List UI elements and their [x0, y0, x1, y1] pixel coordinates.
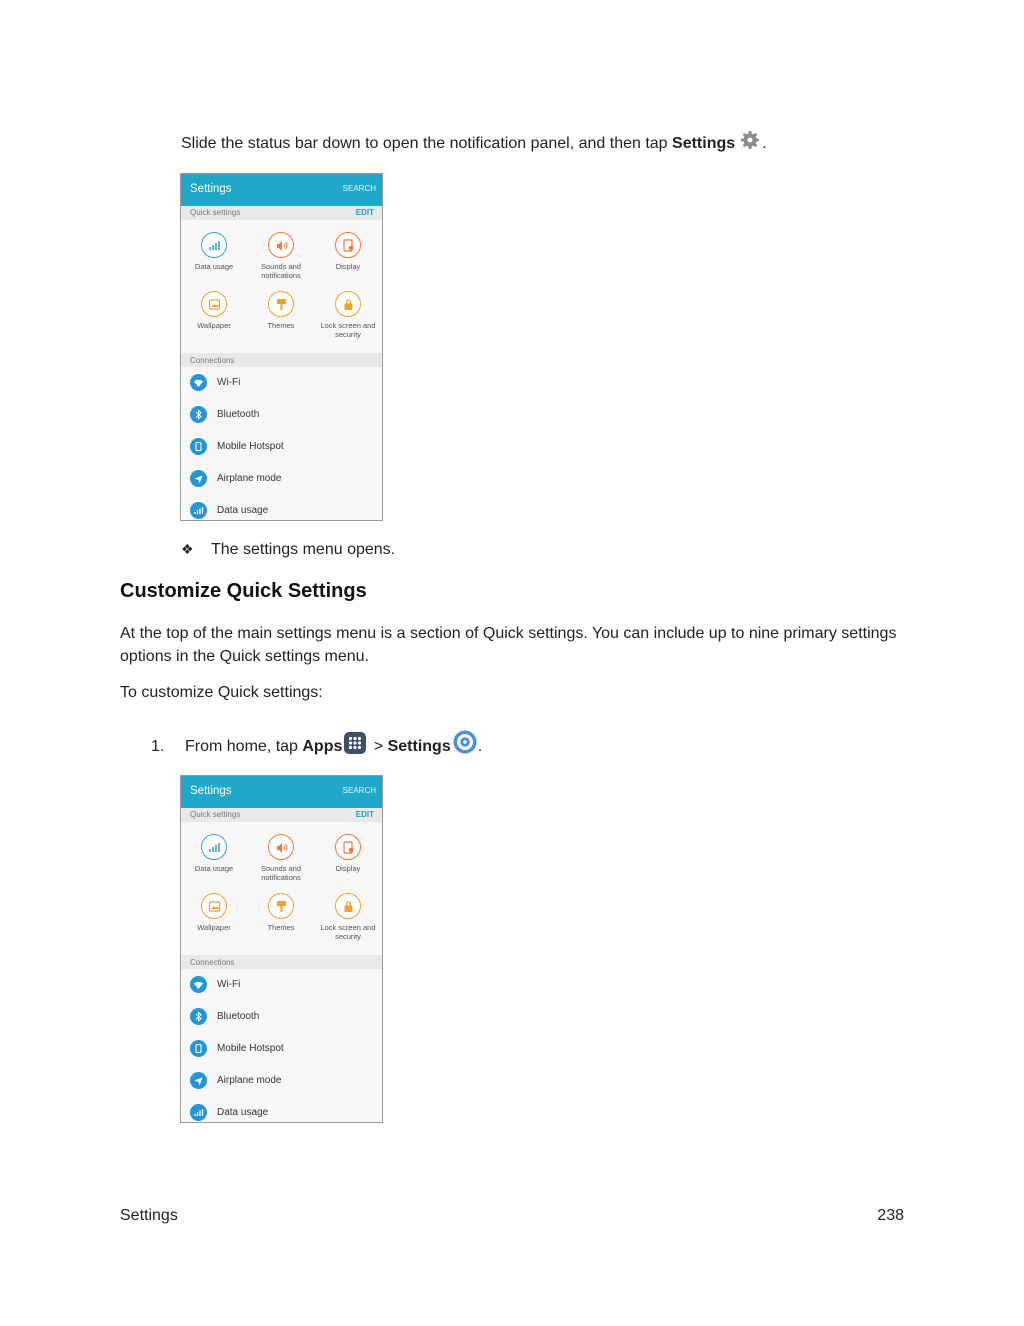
quick-setting-label: Data usage: [194, 864, 234, 873]
page-number: 238: [877, 1207, 904, 1224]
quick-settings-label: Quick settings: [190, 810, 241, 819]
connection-label: Data usage: [217, 1107, 269, 1118]
section-heading: Customize Quick Settings: [120, 580, 367, 602]
connection-icon: [190, 1008, 207, 1025]
quick-setting-item: [181, 834, 247, 873]
connection-item: [181, 1033, 382, 1065]
footer-section: Settings: [120, 1207, 178, 1224]
quick-settings-label: Quick settings: [190, 208, 241, 217]
step-settings: Settings: [387, 738, 451, 755]
connection-label: Wi-Fi: [217, 979, 241, 990]
connection-label: Mobile Hotspot: [217, 1043, 284, 1054]
connection-icon: [190, 1040, 207, 1057]
phone-header: [181, 776, 382, 808]
connection-item: [181, 495, 382, 521]
phone-search: SEARCH: [342, 184, 376, 193]
connections-label: Connections: [190, 356, 235, 365]
bullet-text: The settings menu opens.: [211, 541, 396, 558]
quick-setting-icon: [201, 893, 227, 919]
connection-label: Airplane mode: [217, 473, 282, 484]
connection-label: Bluetooth: [217, 1011, 260, 1022]
connection-item: [181, 1001, 382, 1033]
connection-icon: [190, 1104, 207, 1121]
step-sep: >: [369, 738, 388, 755]
quick-setting-label: Display: [335, 262, 361, 271]
quick-setting-label: Sounds and notifications: [260, 864, 302, 882]
quick-setting-item: [315, 232, 381, 271]
quick-setting-label: Data usage: [194, 262, 234, 271]
connection-icon: [190, 502, 207, 519]
quick-setting-item: [248, 834, 314, 882]
phone-search: SEARCH: [342, 786, 376, 795]
step-number: 1.: [151, 738, 165, 755]
connection-icon: [190, 406, 207, 423]
bullet-symbol: ❖: [181, 541, 194, 557]
quick-setting-item: [248, 291, 314, 330]
connection-icon: [190, 976, 207, 993]
quick-setting-icon: [335, 893, 361, 919]
connection-item: [181, 367, 382, 399]
quick-setting-icon: [201, 834, 227, 860]
quick-setting-item: [248, 893, 314, 932]
section-lead: To customize Quick settings:: [120, 684, 323, 701]
quick-settings-grid: [181, 822, 382, 955]
quick-settings-header: [181, 206, 382, 220]
settings-screenshot-2: [180, 775, 383, 1123]
quick-setting-icon: [268, 893, 294, 919]
quick-setting-label: Themes: [267, 923, 295, 932]
quick-setting-label: Lock screen and security: [320, 321, 376, 339]
quick-setting-label: Lock screen and security: [320, 923, 376, 941]
quick-setting-icon: [268, 232, 294, 258]
settings-app-icon: [453, 730, 475, 752]
bullet-result: [181, 541, 395, 559]
connections-list: [181, 969, 382, 1123]
quick-settings-edit: EDIT: [355, 208, 374, 217]
connection-item: [181, 399, 382, 431]
step-text: From home, tap: [185, 738, 303, 755]
connection-icon: [190, 1072, 207, 1089]
step-end: .: [477, 738, 483, 755]
quick-setting-item: [181, 232, 247, 271]
connection-item: [181, 463, 382, 495]
quick-setting-icon: [268, 834, 294, 860]
connection-item: [181, 1065, 382, 1097]
gear-icon: [738, 128, 762, 152]
quick-settings-header: [181, 808, 382, 822]
quick-setting-icon: [335, 232, 361, 258]
quick-setting-item: [315, 291, 381, 339]
connection-item: [181, 1097, 382, 1123]
connection-item: [181, 969, 382, 1001]
connections-label: Connections: [190, 958, 235, 967]
phone-title: Settings: [190, 183, 232, 195]
quick-setting-item: [181, 893, 247, 932]
quick-setting-item: [248, 232, 314, 280]
quick-setting-label: Display: [335, 864, 361, 873]
intro-settings-bold: Settings: [672, 135, 736, 152]
settings-screenshot-1: [180, 173, 383, 521]
quick-setting-icon: [201, 232, 227, 258]
connection-label: Airplane mode: [217, 1075, 282, 1086]
quick-setting-icon: [201, 291, 227, 317]
quick-setting-label: Sounds and notifications: [260, 262, 302, 280]
step-1: [151, 730, 482, 756]
connection-icon: [190, 438, 207, 455]
connection-label: Mobile Hotspot: [217, 441, 284, 452]
apps-grid-icon: [344, 732, 366, 754]
connections-list: [181, 367, 382, 521]
connection-label: Bluetooth: [217, 409, 260, 420]
intro-end: .: [762, 135, 767, 152]
quick-setting-label: Wallpaper: [197, 923, 231, 932]
intro-line: [181, 128, 767, 153]
intro-text: Slide the status bar down to open the notification panel, and then tap: [181, 135, 673, 152]
quick-setting-icon: [335, 834, 361, 860]
quick-setting-item: [315, 893, 381, 941]
quick-setting-item: [181, 291, 247, 330]
phone-header: [181, 174, 382, 206]
quick-setting-item: [315, 834, 381, 873]
quick-setting-icon: [268, 291, 294, 317]
quick-settings-edit: EDIT: [355, 810, 374, 819]
connection-label: Data usage: [217, 505, 269, 516]
phone-title: Settings: [190, 785, 232, 797]
quick-setting-icon: [335, 291, 361, 317]
connection-icon: [190, 470, 207, 487]
connection-icon: [190, 374, 207, 391]
quick-settings-grid: [181, 220, 382, 353]
quick-setting-label: Themes: [267, 321, 295, 330]
connection-item: [181, 431, 382, 463]
connections-header: [181, 955, 382, 969]
connection-label: Wi-Fi: [217, 377, 241, 388]
step-apps: Apps: [302, 738, 343, 755]
connections-header: [181, 353, 382, 367]
section-paragraph: At the top of the main settings menu is a section of Quick settings. You can include up to nine primary settings options in the Quick settings menu.: [120, 625, 897, 665]
quick-setting-label: Wallpaper: [197, 321, 231, 330]
